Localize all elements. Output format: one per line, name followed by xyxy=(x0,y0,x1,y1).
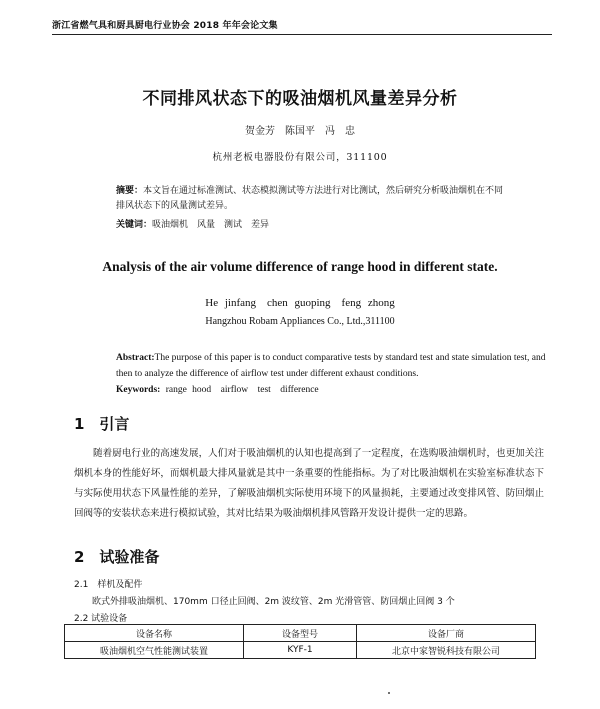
abstract-zh xyxy=(116,184,506,214)
subsection-2-2-heading: 2.2 试验设备 xyxy=(74,614,128,624)
section1-paragraph: 随着厨电行业的高速发展，人们对于吸油烟机的认知也提高到了一定程度，在选购吸油烟机时，也更加关注烟机本身的性能好坏，而烟机最大排风量就是其中一条重要的性能指标。为了对比吸油烟机在实验室标准状态下与实际使用状态下风量性能的差异，了解吸油烟机实际使用环境下的风量损耗，主要通过改变排风管、防回烟止回阀等的安装状态来进行模拟试验，其对比结果为吸油烟机排风管路开发设计提供一定的思路。 xyxy=(74,448,544,519)
affiliation-en: Hangzhou Robam Appliances Co., Ltd.,311100 xyxy=(205,316,395,327)
abstract-zh-text: 本文旨在通过标准测试、状态模拟测试等方法进行对比测试，然后研究分析吸油烟机在不同排风状态下的风量测试差异。 xyxy=(116,186,504,211)
authors-en: He jinfang chen guoping feng zhong xyxy=(205,297,395,309)
subsection-2-1-heading: 2.1 样机及配件 xyxy=(74,580,143,590)
equipment-maker-cell: 北京中家智锐科技有限公司 xyxy=(357,642,536,659)
scan-speck xyxy=(388,692,390,694)
equipment-model-cell: KYF-1 xyxy=(243,642,356,659)
equipment-name-cell: 吸油烟机空气性能测试装置 xyxy=(65,642,244,659)
equipment-table-header-row xyxy=(65,625,536,642)
section2-heading: 2 试验准备 xyxy=(74,548,160,566)
equipment-col-name: 设备名称 xyxy=(65,625,244,642)
title-zh: 不同排风状态下的吸油烟机风量差异分析 xyxy=(142,89,458,109)
running-header: 浙江省燃气具和厨具厨电行业协会 2018 年年会论文集 xyxy=(52,21,278,31)
equipment-table xyxy=(64,624,536,659)
keywords-zh-text: 吸油烟机 风量 测试 差异 xyxy=(152,220,270,230)
authors-zh: 贺金芳 陈国平 冯 忠 xyxy=(245,126,355,137)
section1-heading: 1 引言 xyxy=(74,415,130,433)
abstract-en-text: The purpose of this paper is to conduct comparative tests by standard test and state simulation test, and then to analyze the difference of airflow test under different exhaust conditions. xyxy=(116,353,546,379)
abstract-en xyxy=(116,350,546,382)
subsection-2-1-text: 欧式外排吸油烟机、170mm 口径止回阀、2m 波纹管、2m 光滑管管、防回烟止回阀 3 个 xyxy=(92,597,455,607)
equipment-col-model: 设备型号 xyxy=(243,625,356,642)
keywords-zh xyxy=(116,217,269,230)
abstract-zh-label: 摘要： xyxy=(116,186,144,196)
keywords-en-label: Keywords: xyxy=(116,385,161,395)
keywords-en xyxy=(116,381,319,395)
header-rule xyxy=(52,34,552,35)
abstract-en-label: Abstract: xyxy=(116,353,155,363)
table-row xyxy=(65,642,536,659)
affiliation-zh: 杭州老板电器股份有限公司，311100 xyxy=(212,152,388,163)
equipment-col-maker: 设备厂商 xyxy=(357,625,536,642)
keywords-zh-label: 关键词： xyxy=(116,220,153,230)
keywords-en-text: range hood airflow test difference xyxy=(165,385,319,395)
title-en: Analysis of the air volume difference of range hood in different state. xyxy=(102,259,498,274)
